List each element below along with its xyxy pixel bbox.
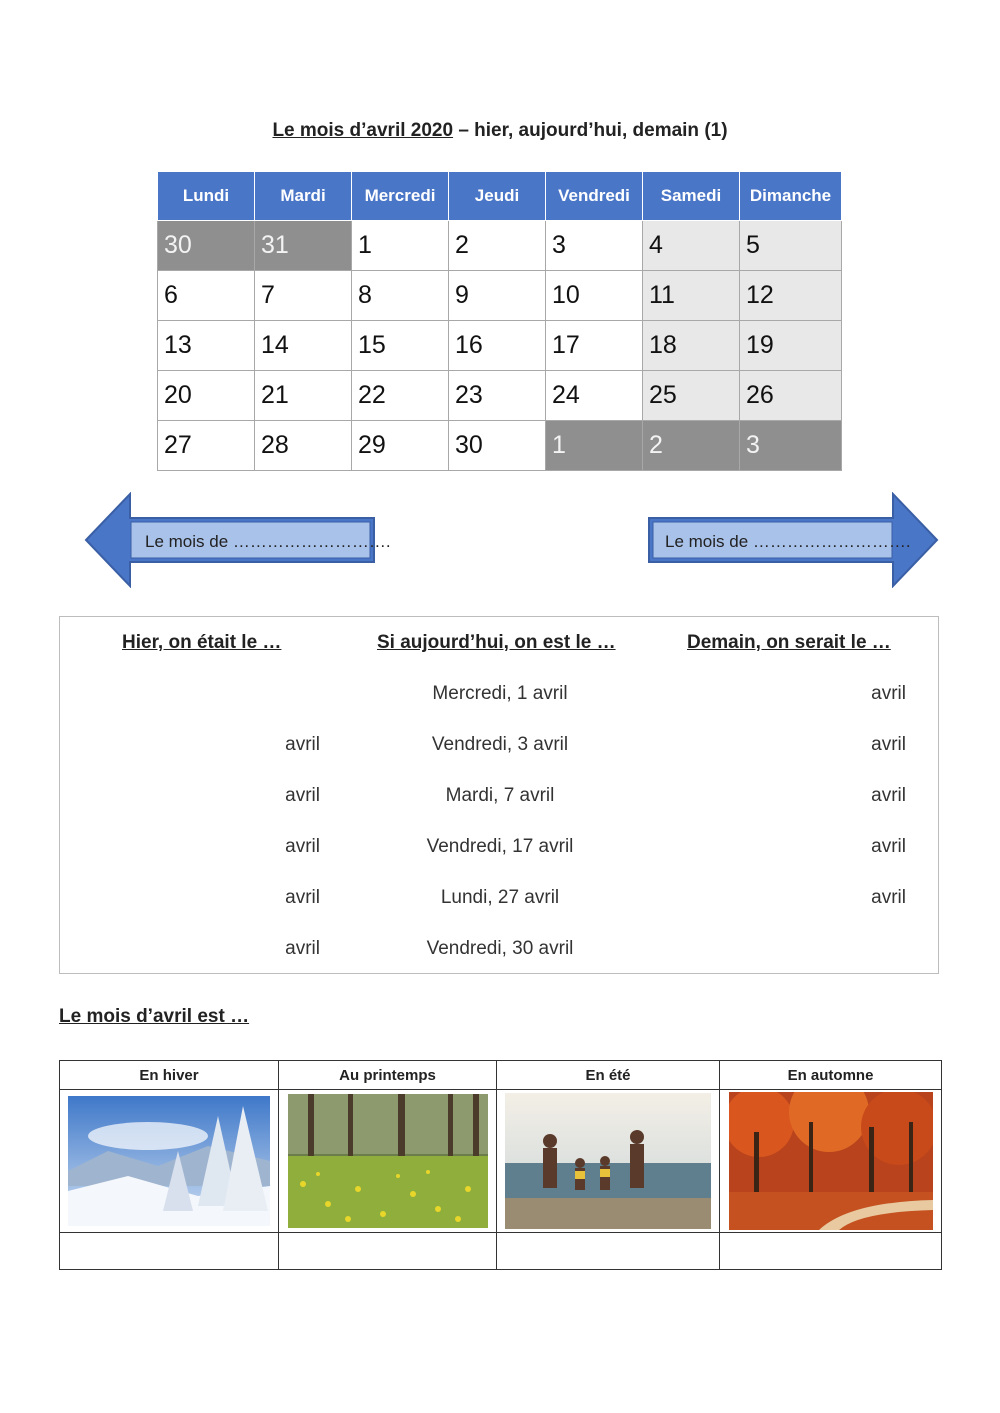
calendar-day-cell: 21 bbox=[255, 371, 352, 421]
page-title-main: Le mois d’avril 2020 bbox=[272, 120, 454, 141]
calendar-day-cell: 7 bbox=[255, 271, 352, 321]
calendar-day-cell: 11 bbox=[643, 271, 740, 321]
april-calendar bbox=[157, 171, 842, 471]
calendar-day-cell: 4 bbox=[643, 221, 740, 271]
tomorrow-cell: avril bbox=[871, 683, 906, 704]
day-header-samedi: Samedi bbox=[643, 172, 740, 221]
today-cell: Vendredi, 3 avril bbox=[431, 734, 569, 755]
season-header-autumn: En automne bbox=[720, 1061, 942, 1090]
calendar-day-cell: 3 bbox=[546, 221, 643, 271]
yesterday-cell: avril bbox=[285, 734, 320, 755]
summer-image-cell bbox=[497, 1090, 720, 1233]
header-tomorrow: Demain, on serait le … bbox=[687, 632, 891, 653]
day-header-mardi: Mardi bbox=[255, 172, 352, 221]
calendar-day-cell: 12 bbox=[740, 271, 842, 321]
day-header-jeudi: Jeudi bbox=[449, 172, 546, 221]
winter-snow-image bbox=[68, 1096, 270, 1226]
day-header-lundi: Lundi bbox=[158, 172, 255, 221]
yesterday-cell: avril bbox=[285, 887, 320, 908]
next-month-label: Le mois de ………………………. bbox=[665, 532, 911, 551]
yesterday-cell: avril bbox=[285, 938, 320, 959]
calendar-day-cell: 13 bbox=[158, 321, 255, 371]
calendar-day-cell: 30 bbox=[158, 221, 255, 271]
calendar-day-cell: 22 bbox=[352, 371, 449, 421]
day-header-vendredi: Vendredi bbox=[546, 172, 643, 221]
autumn-image-cell bbox=[720, 1090, 942, 1233]
calendar-week bbox=[158, 221, 842, 271]
today-cell: Mardi, 7 avril bbox=[445, 785, 555, 806]
calendar-day-cell: 30 bbox=[449, 421, 546, 471]
summer-beach-image bbox=[505, 1093, 711, 1229]
seasons-image-row bbox=[60, 1090, 942, 1233]
summer-answer-cell[interactable] bbox=[497, 1233, 720, 1270]
calendar-day-cell: 1 bbox=[546, 421, 643, 471]
season-header-spring: Au printemps bbox=[279, 1061, 497, 1090]
calendar-day-cell: 1 bbox=[352, 221, 449, 271]
page-title bbox=[0, 120, 1000, 142]
today-cell: Lundi, 27 avril bbox=[440, 887, 560, 908]
today-cell: Mercredi, 1 avril bbox=[432, 683, 568, 704]
calendar-day-cell: 28 bbox=[255, 421, 352, 471]
page-title-rest: – hier, aujourd’hui, demain (1) bbox=[453, 120, 728, 141]
calendar-day-cell: 8 bbox=[352, 271, 449, 321]
header-today: Si aujourd’hui, on est le … bbox=[377, 632, 616, 653]
calendar-day-cell: 29 bbox=[352, 421, 449, 471]
calendar-week bbox=[158, 371, 842, 421]
calendar-day-cell: 16 bbox=[449, 321, 546, 371]
calendar-day-cell: 2 bbox=[449, 221, 546, 271]
calendar-day-cell: 19 bbox=[740, 321, 842, 371]
calendar-day-cell: 15 bbox=[352, 321, 449, 371]
season-header-winter: En hiver bbox=[60, 1061, 279, 1090]
calendar-week bbox=[158, 271, 842, 321]
header-yesterday: Hier, on était le … bbox=[122, 632, 282, 653]
calendar-header-row bbox=[158, 172, 842, 221]
calendar-day-cell: 9 bbox=[449, 271, 546, 321]
day-header-mercredi: Mercredi bbox=[352, 172, 449, 221]
winter-answer-cell[interactable] bbox=[60, 1233, 279, 1270]
calendar-day-cell: 20 bbox=[158, 371, 255, 421]
calendar-day-cell: 31 bbox=[255, 221, 352, 271]
seasons-header-row bbox=[60, 1061, 942, 1090]
calendar-day-cell: 17 bbox=[546, 321, 643, 371]
previous-month-label: Le mois de ………………………. bbox=[145, 532, 391, 551]
autumn-answer-cell[interactable] bbox=[720, 1233, 942, 1270]
spring-answer-cell[interactable] bbox=[279, 1233, 497, 1270]
tomorrow-cell: avril bbox=[871, 836, 906, 857]
calendar-day-cell: 27 bbox=[158, 421, 255, 471]
calendar-week bbox=[158, 321, 842, 371]
calendar-day-cell: 14 bbox=[255, 321, 352, 371]
spring-meadow-image bbox=[288, 1094, 488, 1228]
calendar-day-cell: 5 bbox=[740, 221, 842, 271]
winter-image-cell bbox=[60, 1090, 279, 1233]
calendar-day-cell: 25 bbox=[643, 371, 740, 421]
season-header-summer: En été bbox=[497, 1061, 720, 1090]
seasons-answer-row bbox=[60, 1233, 942, 1270]
season-question: Le mois d’avril est … bbox=[59, 1006, 250, 1027]
spring-image-cell bbox=[279, 1090, 497, 1233]
calendar-day-cell: 2 bbox=[643, 421, 740, 471]
today-cell: Vendredi, 17 avril bbox=[426, 836, 574, 857]
seasons-table bbox=[59, 1060, 942, 1270]
today-cell: Vendredi, 30 avril bbox=[426, 938, 574, 959]
calendar-day-cell: 26 bbox=[740, 371, 842, 421]
tomorrow-cell: avril bbox=[871, 785, 906, 806]
yesterday-cell: avril bbox=[285, 785, 320, 806]
calendar-day-cell: 24 bbox=[546, 371, 643, 421]
autumn-forest-image bbox=[729, 1092, 933, 1230]
calendar-day-cell: 3 bbox=[740, 421, 842, 471]
calendar-day-cell: 23 bbox=[449, 371, 546, 421]
calendar-day-cell: 10 bbox=[546, 271, 643, 321]
calendar-day-cell: 18 bbox=[643, 321, 740, 371]
yesterday-cell: avril bbox=[285, 836, 320, 857]
calendar-day-cell: 6 bbox=[158, 271, 255, 321]
tomorrow-cell: avril bbox=[871, 887, 906, 908]
calendar-week bbox=[158, 421, 842, 471]
day-header-dimanche: Dimanche bbox=[740, 172, 842, 221]
tomorrow-cell: avril bbox=[871, 734, 906, 755]
